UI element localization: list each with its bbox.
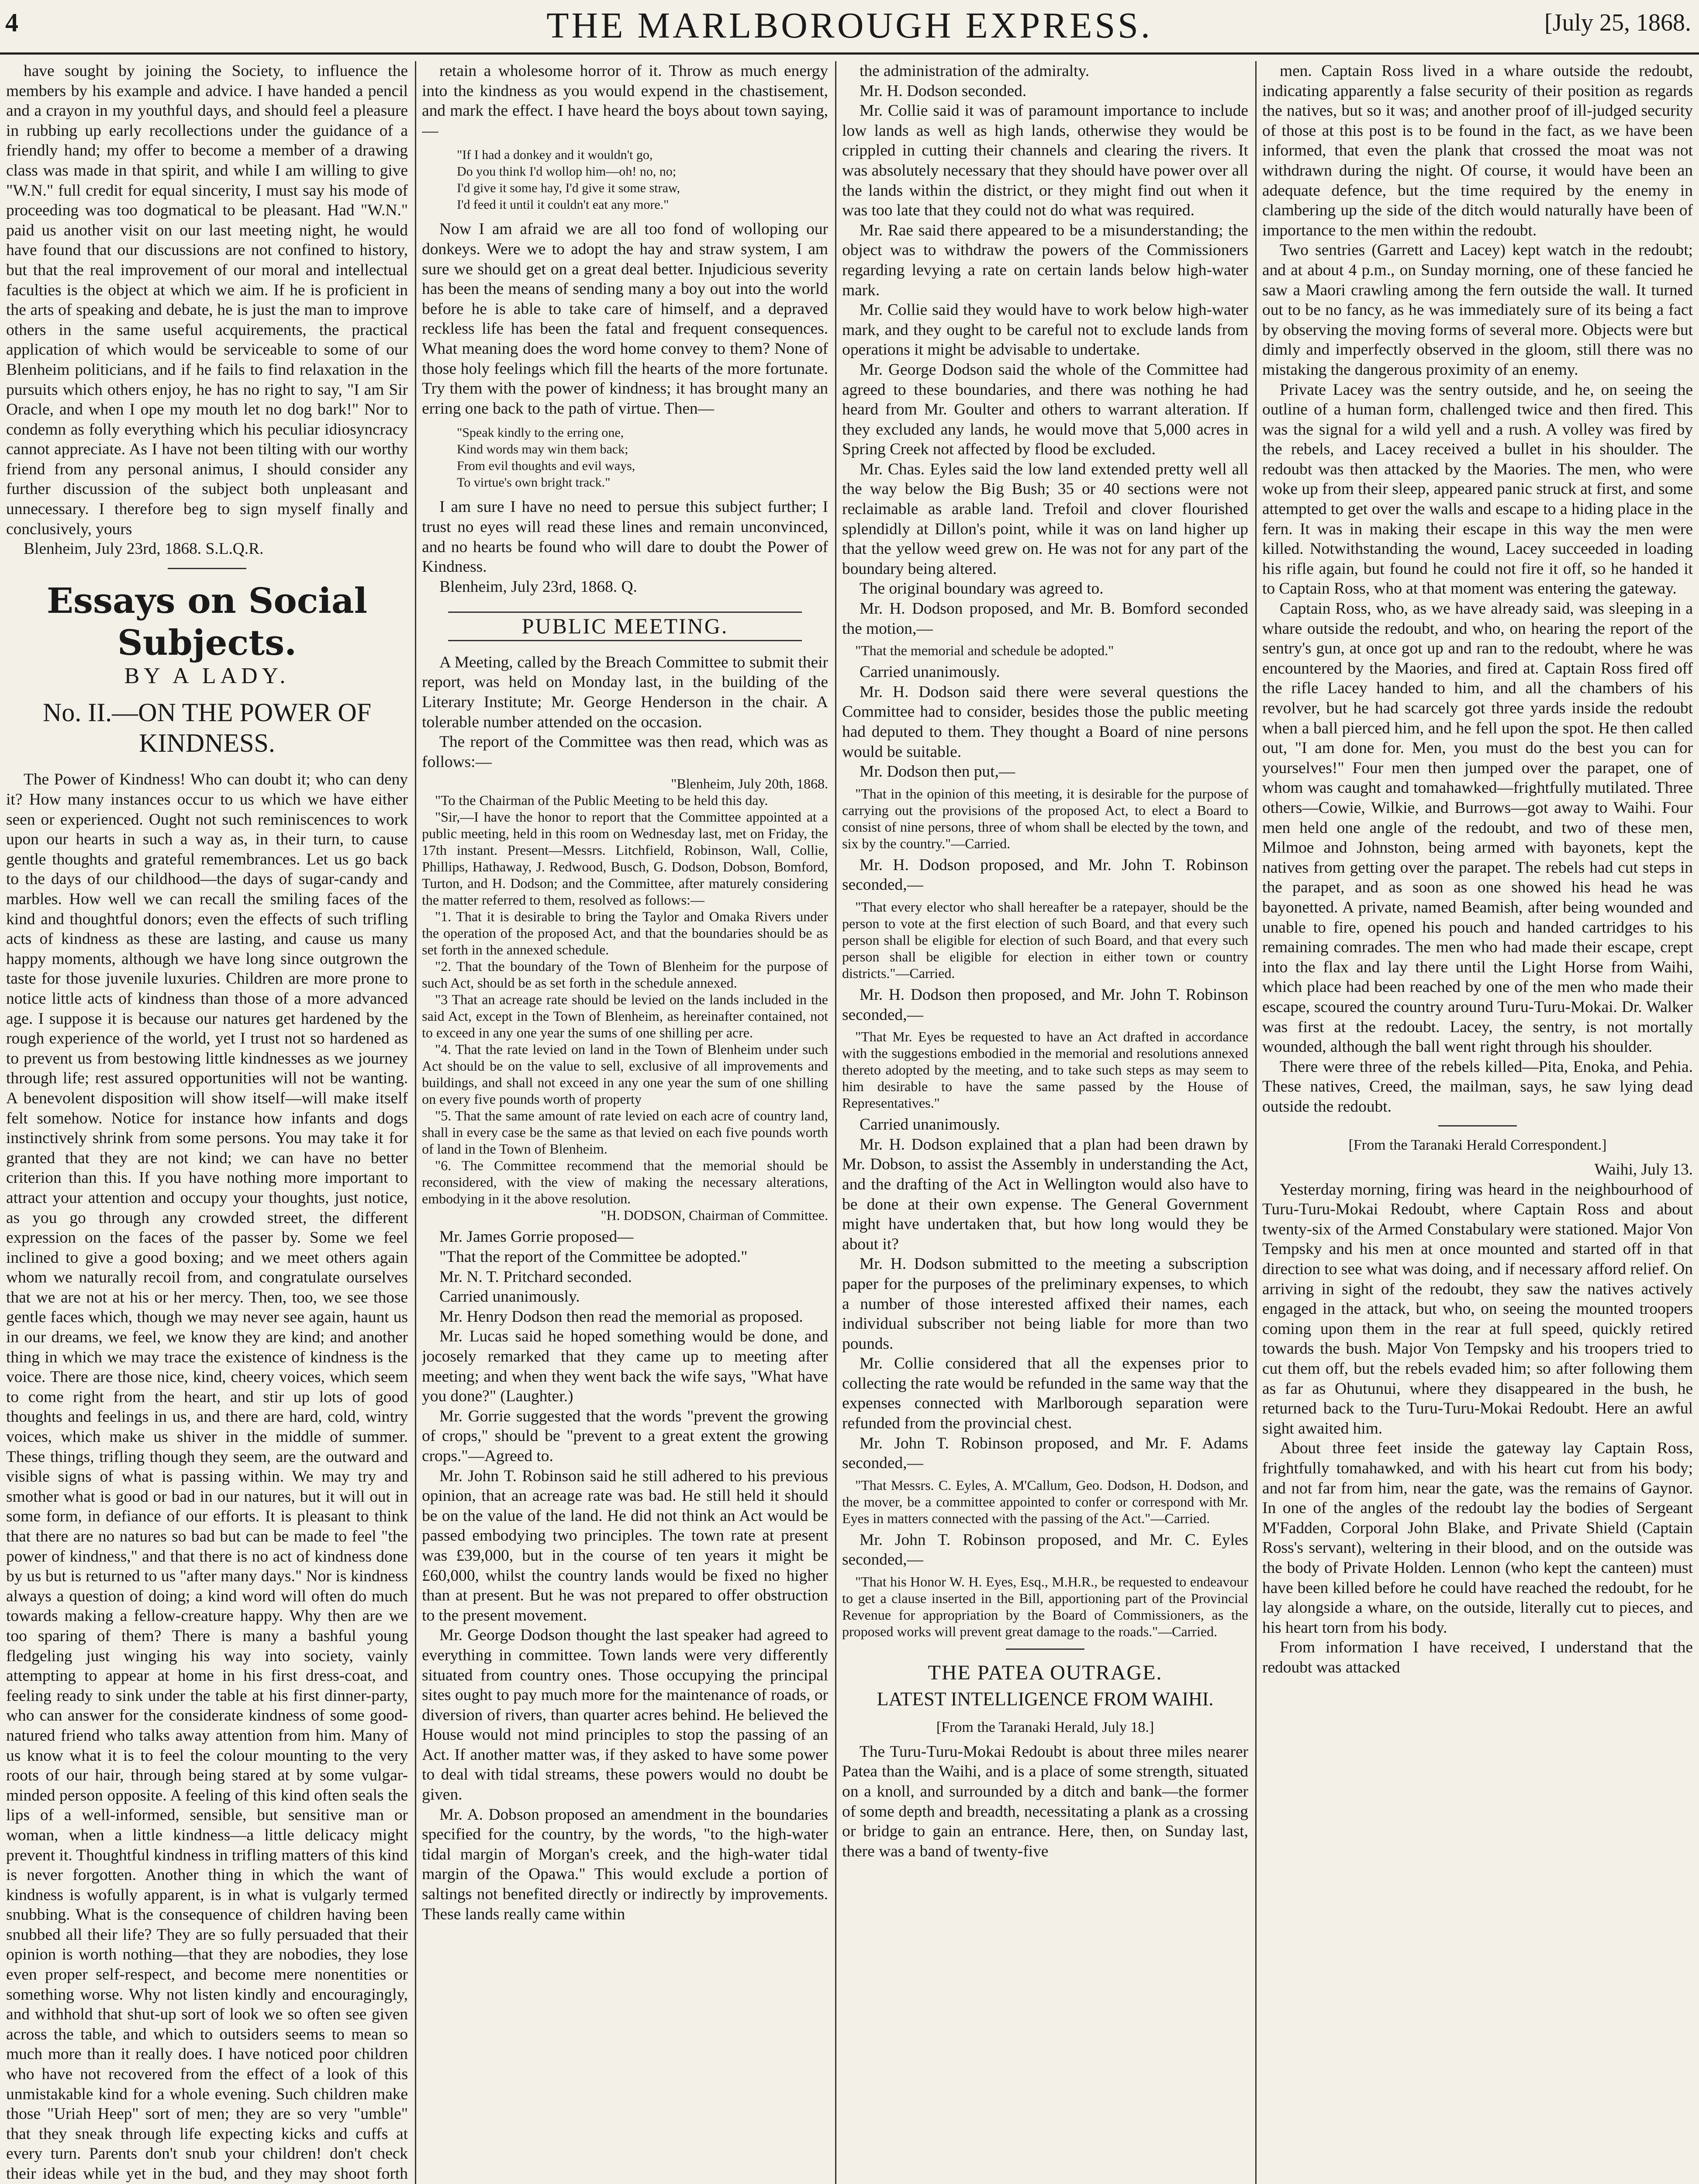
- report-paragraph: "1. That it is desirable to bring the Taylor and Omaka Rivers under the operation of the proposed Act, and that the boundaries should be as set forth in the annexed schedule.: [422, 909, 828, 958]
- meeting-paragraph: Mr. H. Dodson proposed, and Mr. B. Bomford seconded the motion,—: [842, 600, 1248, 638]
- verse-line: "If I had a donkey and it wouldn't go,: [457, 148, 653, 162]
- patea-source: [From the Taranaki Herald, July 18.]: [936, 1719, 1154, 1736]
- patea-paragraph: The Turu-Turu-Mokai Redoubt is about three miles nearer Patea than the Waihi, and is a place of some strength, situated on a knoll, and surrounded by a ditch and bank—the former of some depth and breadth, necessitating a plank as a crossing or bridge to gain an entrance. Here, then, on Sunday last, there was a band of twenty-five: [842, 1742, 1248, 1860]
- resolution-text: "That Mr. Eyes be requested to have an Act drafted in accordance with the suggestions embodied in the memorial and resolutions annexed thereto adopted by the meeting, and to take such steps as may seem to him desirable to have the same passed by the House of Representatives.": [842, 1029, 1248, 1111]
- report-paragraph: "5. That the same amount of rate levied on each acre of country land, shall in every case be the same as that levied on each five pounds worth of land in the Town of Blenheim.: [422, 1108, 828, 1157]
- resolution-text: "That every elector who shall hereafter be a ratepayer, should be the person to vote at the first election of such Board, and that every such person shall be eligible for election of such Board, and that every such person shall be eligible for election in either town or country districts."—Carried.: [842, 898, 1248, 981]
- meeting-paragraph: Carried unanimously.: [860, 663, 1000, 681]
- patea-paragraph: Private Lacey was the sentry outside, and he, on seeing the outline of a human form, challenged twice and then fired. This was the signal for a wild yell and a rush. A volley was fired by the rebels, and Lacey received a bullet in his shoulder. The redoubt was then attacked by the Maories. The men, who were woke up from their sleep, appeared panic struck at first, and some attempted to get over the walls and escape to a hiding place in the fern. It was in making their escape in this way the men were killed. Notwithstanding the wound, Lacey succeeded in loading his rifle again, but found he could not fire it off, so he handed it to Captain Ross, who at that moment was entering the gateway.: [1262, 380, 1693, 598]
- column-rule: [415, 61, 416, 2184]
- essay-verse-1: [457, 147, 828, 213]
- meeting-paragraph: Mr. Rae said there appeared to be a misunderstanding; the object was to withdraw the powers of the Commissioners regarding levying a rate on certain lands below high-water mark.: [842, 221, 1248, 299]
- essay-verse-2: [457, 425, 828, 491]
- page-number: 4: [5, 8, 18, 37]
- meeting-paragraph: Mr. George Dodson thought the last speaker had agreed to everything in committee. Town lands were very differently situated from country ones. Those occupying the principal sites ought to pay much more for the maintenance of roads, or diversion of rivers, than quarter acres behind. He believed the House would not mind principles to stop the passing of an Act. If another matter was, if they asked to have some power to deal with tidal streams, these powers would no doubt be given.: [422, 1626, 828, 1804]
- meeting-paragraph: Mr. John T. Robinson proposed, and Mr. F. Adams seconded,—: [842, 1434, 1248, 1472]
- resolution-quote: [842, 1573, 1248, 1640]
- report-date: "Blenheim, July 20th, 1868.: [671, 776, 828, 792]
- meeting-paragraph: Carried unanimously.: [439, 1288, 580, 1306]
- meeting-paragraph: Mr. Gorrie suggested that the words "prevent the growing of crops," should be "prevent to a great extent the growing crops."—Agreed to.: [422, 1407, 828, 1465]
- meeting-paragraph: The report of the Committee was then read, which was as follows:—: [422, 733, 828, 771]
- resolution-quote: [842, 785, 1248, 852]
- meeting-paragraph: Mr. H. Dodson proposed, and Mr. John T. Robinson seconded,—: [842, 856, 1248, 894]
- divider: [1438, 1125, 1517, 1127]
- masthead: [0, 0, 1699, 55]
- resolution-text: "That his Honor W. H. Eyes, Esq., M.H.R., be requested to endeavour to get a clause inserted in the Bill, apportioning part of the Provincial Revenue for appropriation by the Board of Commissioners, as the proposed works will prevent great damage to the roads."—Carried.: [842, 1574, 1248, 1640]
- correspondent-source: [From the Taranaki Herald Correspondent.]: [1348, 1137, 1607, 1154]
- letter-body: have sought by joining the Society, to influence the members by his example and advice. I have handed a pencil and a crayon in my youthful days, and should feel a pleasure in rubbing up early recollections under the guidance of a friendly hand; my offer to become a member of a drawing class was made in that spirit, and while I am willing to give "W.N." full credit for equal sincerity, I must say his mode of proceeding was too dogmatical to be pleasant. Had "W.N." paid us another visit on our last meeting night, he would have found that our discussions are not confined to history, but that the real improvement of our moral and intellectual faculties is the object at which we aim. If he is proficient in the arts of speaking and debate, he is just the man to improve others in the same useful acquirements, the practical application of which would be serviceable to some of our Blenheim politicians, and if he fails to find relaxation in the pursuits which others enjoy, he has no right to say, "I am Sir Oracle, and when I ope my mouth let no dog bark!" Nor to condemn as folly everything which his peculiar idiosyncracy cannot appreciate. As I have not been tilting with our worthy friend from any personal animus, I should consider any further discussion of the subject both unpleasant and unnecessary. I therefore beg to sign myself finally and conclusively, yours: [6, 62, 408, 538]
- report-paragraph: "6. The Committee recommend that the memorial should be reconsidered, with the view of making the necessary alterations, embodying in it the above resolution.: [422, 1158, 828, 1207]
- meeting-paragraph: Mr. Collie said they would have to work below high-water mark, and they ought to be careful not to exclude lands from operations it might be advisable to undertake.: [842, 301, 1248, 359]
- resolution-text: "That the memorial and schedule be adopted.": [855, 643, 1114, 659]
- verse-line: Do you think I'd wollop him—oh! no, no;: [457, 164, 677, 179]
- meeting-paragraph: Mr. H. Dodson said there were several questions the Committee had to consider, besides those the public meeting had deputed to them. They thought a Board of nine persons would be suitable.: [842, 683, 1248, 761]
- patea-paragraph: Captain Ross, who, as we have already said, was sleeping in a whare outside the redoubt, and who, on hearing the report of the sentry's gun, at once got up and ran to the redoubt, where he was encountered by the Maories, and fired at. Captain Ross fired off the rifle Lacey handed to him, and all the chambers of his revolver, but he had scarcely got three yards inside the redoubt when a ball pierced him, and he fell upon the spot. He then called out, "I am done for. Men, you must do the best you can for yourselves!" Four men then jumped over the parapet, one of whom was caught and tomahawked—frightfully mutilated. Three others—Cowie, Wilkie, and Burrows—got away to Waihi. Four men held one angle of the redoubt, and two of these men, Milmoe and Johnston, being armed with bayonets, kept the natives from getting over the parapet. The rebels had cut steps in the parapet, and as soon as one showed his head he was bayonetted. A private, named Beamish, after being wounded and unable to fire, opened his pouch and handed cartridges to his remaining comrades. The men who had made their escape, crept into the flax and lay there until the Light Horse from Waihi, which place had been reached by one of the men who made their escape, scoured the country around Turu-Turu-Mokai. Dr. Walker was first at the redoubt. Lacey, the sentry, is not mortally wounded, although the ball went right through his shoulder.: [1262, 600, 1693, 1056]
- verse-line: From evil thoughts and evil ways,: [457, 459, 635, 473]
- meeting-paragraph: Mr. Henry Dodson then read the memorial as proposed.: [439, 1307, 803, 1326]
- patea-subheadline: LATEST INTELLIGENCE FROM WAIHI.: [877, 1688, 1214, 1710]
- meeting-paragraph: A Meeting, called by the Breach Committee to submit their report, was held on Monday last, in the building of the Literary Institute; Mr. George Henderson in the chair. A tolerable number attended on the occasion.: [422, 653, 828, 731]
- essay-paragraph: Now I am afraid we are all too fond of wolloping our donkeys. Were we to adopt the hay and straw system, I am sure we should get on a great deal better. Injudicious severity has been the means of sending many a boy out into the world before he is able to take care of himself, and a depraved reckless life has been the fatal and frequent consequences. What meaning does the word home convey to them? None of those holy feelings which fill the hearts of the more fortunate. Try them with the power of kindness; it has brought many an erring one back to the path of virtue. Then—: [422, 220, 828, 418]
- meeting-paragraph: Mr. H. Dodson seconded.: [860, 82, 1027, 100]
- correspondent-paragraph: Yesterday morning, firing was heard in the neighbourhood of Turu-Turu-Mokai Redoubt, where Captain Ross and about twenty-six of the Armed Constabulary were stationed. Major Von Tempsky and his men at once mounted and started off in that direction to see what was doing, and if necessary afford relief. On arriving in sight of the redoubt, they saw the natives actively engaged in the attack, but who, on seeing the mounted troopers coming upon them in the rear at full speed, quickly retired towards the bush. Major Von Tempsky and his troopers tried to cut them off, but the rebels evaded him; so after following them as far as Ohutunui, where they disappeared in the bush, he returned back to the Turu-Turu-Mokai Redoubt. Here an awful sight awaited him.: [1262, 1180, 1693, 1438]
- essay-series-title: Essays on Social Subjects.: [46, 580, 368, 663]
- meeting-paragraph: Mr. H. Dodson submitted to the meeting a subscription paper for the purposes of the preliminary expenses, to which a number of those interested affixed their names, each individual subscriber not being liable for more than two pounds.: [842, 1255, 1248, 1353]
- essay-subtitle: No. II.—ON THE POWER OF KINDNESS.: [42, 698, 372, 758]
- verse-line: I'd feed it until it couldn't eat any more.": [457, 197, 669, 212]
- meeting-paragraph: Mr. Collie considered that all the expenses prior to collecting the rate would be refunded in the same way that the expenses connected with Marlborough separation were refunded from the provincial chest.: [842, 1355, 1248, 1433]
- meeting-paragraph: Carried unanimously.: [860, 1116, 1000, 1134]
- column-rule: [835, 61, 836, 2184]
- issue-date: [July 25, 1868.: [1544, 9, 1691, 36]
- verse-line: To virtue's own bright track.": [457, 475, 611, 490]
- column-4: [1262, 61, 1693, 2184]
- essay-paragraph: I am sure I have no need to persue this subject further; I trust no eyes will read these lines and remain unconvinced, and no hearts be found who will dare to doubt the Power of Kindness.: [422, 498, 828, 576]
- meeting-paragraph: Mr. N. T. Pritchard seconded.: [439, 1268, 632, 1286]
- meeting-paragraph: The original boundary was agreed to.: [860, 580, 1104, 598]
- report-address: "To the Chairman of the Public Meeting to be held this day.: [435, 792, 768, 809]
- essay-signoff: Blenheim, July 23rd, 1868. Q.: [439, 577, 637, 596]
- resolution-quote: [842, 1477, 1248, 1527]
- meeting-paragraph: Mr. John T. Robinson proposed, and Mr. C. Eyles seconded,—: [842, 1531, 1248, 1569]
- meeting-paragraph: "That the report of the Committee be adopted.": [439, 1248, 748, 1266]
- meeting-paragraph: Mr. Lucas said he hoped something would be done, and jocosely remarked that they came up to meeting after meeting; and when they went back the wife says, "What have you done?" (Laughter.): [422, 1327, 828, 1406]
- verse-line: I'd give it some hay, I'd give it some straw,: [457, 181, 680, 196]
- patea-paragraph: Two sentries (Garrett and Lacey) kept watch in the redoubt; and at about 4 p.m., on Sunday morning, one of these fancied he saw a Maori crawling among the fern outside the wall. It turned out to be no fancy, as he was immediately sure of its being a fact by observing the moving forms of several more. Objects were but dimly and imperfectly observed in the gloom, still there was no mistaking the dangerous proximity of an enemy.: [1262, 241, 1693, 379]
- column-rule: [1255, 61, 1257, 2184]
- meeting-paragraph: Mr. Chas. Eyles said the low land extended pretty well all the way below the Big Bush; 35 or 40 sections were not reclaimable as arable land. Trefoil and clover flourished splendidly at Dillon's point, while it was on land higher up that the yellow weed grew on. He was not for any part of the boundary being altered.: [842, 460, 1248, 578]
- essay-paragraph: The Power of Kindness! Who can doubt it; who can deny it? How many instances occur to us which we have either seen or experienced. Ought not such reminiscences to work upon our hearts in such a way as, in their turn, to cause gentle thoughts and grateful remembrances. Let us go back to the days of our childhood—the days of sugar-candy and marbles. How well we can recall the smiling faces of the kind and thoughtful donors; even the effects of such trifling acts of kindness as these are lasting, and cause us many happy moments, although we have long since outgrown the taste for those juvenile luxuries. Children are more prone to notice little acts of kindness than those of a more advanced age. I suppose it is because our natures get hardened by the rough experience of the world, yet I trust not so hardened as to prevent us from bestowing little kindnesses as we journey through life; rest assured opportunities will not be wanting. A benevolent disposition will show itself—will make itself felt somehow. Notice for instance how infants and dogs instinctively shrink from some persons. You may take it for granted that they are not kind; we can have no better criterion than this. If you have nothing more important to attract your attention and occupy your thoughts, just notice, as you go through any crowded street, the different expression on the faces of the passer by. Some we feel inclined to give a good boxing; and we meet others again whom we naturally recoil from, and congratulate ourselves that we are not at his or her mercy. Then, too, we see those gentle faces which, though we may never see again, haunt us in our dreams, we feel, we know they are kind; and another thing in which we may trace the existence of kindness is the voice. There are those nice, kind, cheery voices, which seem to come right from the heart, and stir up lots of good thoughts and feelings in us, and there are hard, cold, wintry voices, which make us shiver in the middle of summer. These things, trifling though they seem, are the outward and visible signs of what is passing within. We may try and smother what is good or bad in our natures, but it will out in some form, in defiance of our efforts. It is pleasant to think that there are no natures so bad but can be made to feel "the power of kindness," and that there is no act of kindness done by us but is returned to us "after many days." Nor is kindness always a question of doing; a kind word will often do much towards making a fellow-creature happy. Why then are we too sparing of them? There is many a bashful young fledgeling just winging his way into society, vainly attempting to appear at home in his first dress-coat, and feeling ready to sink under the table at his first dinner-party, who can answer for the considerate kindness of some good-natured friend who talks away attention from him. Many of us know what it is to feel the colour mounting to the very roots of our hair, through being stared at by some vulgar-minded person opposite. A feeling of this kind often seals the lips of a well-informed, sensible, but sensitive man or woman, when a little kindness—a little delicacy might prevent it. Thoughtful kindness in trifling matters of this kind is never forgotten. Another thing in which the want of kindness is wofully apparent, is in what is vulgarly termed snubbing. What is the consequence of children having been snubbed all their life? They are so fully persuaded that their opinion is worth nothing—that they are nobodies, they lose even proper self-respect, and become mere nonentities or something worse. Why not listen kindly and encouragingly, and withhold that shut-up sort of look we so often see given across the table, and which to outsiders seems to mean so much more than it really does. I have noticed poor children who have not recovered from the effect of a look of this unmistakable kind for a whole evening. Such children make those "Uriah Heep" sort of men; they are so very "umble" that they sneak through life expecting kicks and cuffs at every turn. Parents don't snub your children! don't check their ideas while yet in the bud, and they may shoot forth: [6, 771, 408, 2183]
- resolution-quote: [842, 898, 1248, 981]
- report-paragraph: "Sir,—I have the honor to report that the Committee appointed at a public meeting, held in this room on Wednesday last, met on Friday, the 17th instant. Present—Messrs. Litchfield, Robinson, Wall, Collie, Phillips, Hathaway, J. Redwood, Busch, G. Dodson, Dobson, Bomford, Turton, and H. Dodson; and the Committee, after maturely considering the matter referred to them, resolved as follows:—: [422, 809, 828, 908]
- meeting-headline: PUBLIC MEETING.: [448, 612, 802, 641]
- resolution-quote: [842, 1028, 1248, 1111]
- correspondent-paragraph: About three feet inside the gateway lay Captain Ross, frightfully tomahawked, and with his heart cut from his body; and not far from him, near the gate, was the remains of Gaynor. In one of the angles of the redoubt lay the bodies of Sergeant M'Fadden, Corporal John Blake, and Private Shield (Captain Ross's servant), weltering in their blood, and on the outside was the body of Private Holden. Lennon (who kept the canteen) must have been killed before he could have reached the redoubt, for he lay alongside a whare, on the outside, literally cut to pieces, and his heart torn from his body.: [1262, 1439, 1693, 1637]
- report-paragraph: "4. That the rate levied on land in the Town of Blenheim under such Act should be on the value to sell, exclusive of all improvements and buildings, and shall not exceed in any one year the sum of one shilling on every five pounds worth of property: [422, 1041, 828, 1107]
- resolution-text: "That Messrs. C. Eyles, A. M'Callum, Geo. Dodson, H. Dodson, and the mover, be a committee appointed to confer or correspond with Mr. Eyes in matters connected with the passing of the Act."—Carried.: [842, 1477, 1248, 1526]
- column-3: [842, 61, 1248, 2184]
- essay-paragraph: retain a wholesome horror of it. Throw as much energy into the kindness as you would expend in the chastisement, and mark the effect. I have heard the boys about town saying,—: [422, 62, 828, 140]
- patea-paragraph: There were three of the rebels killed—Pita, Enoka, and Pehia. These natives, Creed, the mailman, says, he saw lying dead outside the redoubt.: [1262, 1057, 1693, 1116]
- divider: [1006, 1648, 1084, 1650]
- column-2: [422, 61, 828, 2184]
- divider: [168, 568, 246, 569]
- meeting-paragraph: Mr. A. Dobson proposed an amendment in the boundaries specified for the country, by the words, "to the high-water tidal margin of Morgan's creek, and the high-water tidal margin of the Opawa." This would exclude a portion of saltings not benefited directly or indirectly by improvements. These lands really came within: [422, 1805, 828, 1923]
- meeting-paragraph: Mr. John T. Robinson said he still adhered to his previous opinion, that an acreage rate was bad. He still held it should be on the value of the land. He did not think an Act would be passed embodying two principles. The town rate at present was £39,000, but in the course of ten years it might be £60,000, whilst the country lands would be fixed no higher than at present. But he was not prepared to offer obstruction to the present movement.: [422, 1467, 828, 1624]
- meeting-paragraph: Mr. H. Dodson explained that a plan had been drawn by Mr. Dobson, to assist the Assembly in understanding the Act, and the drafting of the Act in Wellington would also have to be done at their own expense. The General Government might have undertaken that, but how long would they be about it?: [842, 1135, 1248, 1253]
- report-signature: "H. DODSON, Chairman of Committee.: [601, 1207, 828, 1223]
- column-1: [6, 61, 408, 2184]
- resolution-text: "That in the opinion of this meeting, it is desirable for the purpose of carrying out the provisions of the proposed Act, to elect a Board to consist of nine persons, three of whom shall be elected by the town, and six by the country."—Carried.: [842, 785, 1248, 851]
- meeting-paragraph: Mr. H. Dodson then proposed, and Mr. John T. Robinson seconded,—: [842, 985, 1248, 1024]
- meeting-paragraph: Mr. James Gorrie proposed—: [439, 1228, 634, 1246]
- correspondent-dateline: Waihi, July 13.: [1594, 1161, 1693, 1179]
- correspondent-paragraph: From information I have received, I understand that the redoubt was attacked: [1262, 1638, 1693, 1676]
- resolution-quote: [842, 642, 1248, 659]
- paper-title: THE MARLBOROUGH EXPRESS.: [546, 5, 1153, 46]
- meeting-paragraph: Mr. Dodson then put,—: [860, 763, 1015, 781]
- patea-headline: THE PATEA OUTRAGE.: [928, 1661, 1163, 1685]
- meeting-paragraph: Mr. George Dodson said the whole of the Committee had agreed to these boundaries, and there was nothing he had heard from Mr. Goulter and others to warrant alteration. If they excluded any lands, he would move that 5,000 acres in Spring Creek not affected by flood be excluded.: [842, 360, 1248, 459]
- verse-line: "Speak kindly to the erring one,: [457, 425, 624, 440]
- essay-byline: BY A LADY.: [124, 663, 290, 688]
- verse-line: Kind words may win them back;: [457, 442, 628, 457]
- letter-signoff: Blenheim, July 23rd, 1868. S.L.Q.R.: [24, 540, 264, 558]
- meeting-paragraph: the administration of the admiralty.: [860, 62, 1090, 80]
- patea-paragraph: men. Captain Ross lived in a whare outside the redoubt, indicating apparently a false security of their position as regards the natives, but so it was; and another proof of ill-judged security of those at this post is to be found in the fact, as we have been informed, that even the plank that crossed the moat was not withdrawn during the night. Of course, it would have been an adequate defence, but the time required by the enemy in clambering up the side of the ditch would naturally have been of importance to the men within the redoubt.: [1262, 62, 1693, 239]
- meeting-paragraph: Mr. Collie said it was of paramount importance to include low lands as well as high lands, otherwise they would be crippled in cutting their channels and clearing the rivers. It was absolutely necessary that they should have power over all the lands within the district, or they might find out when it was too late that they could not do what was required.: [842, 102, 1248, 220]
- report-paragraph: "3 That an acreage rate should be levied on the lands included in the said Act, except in the Town of Blenheim, as hereinafter contained, not to exceed in any one year the sums of one shilling per acre.: [422, 992, 828, 1041]
- report-paragraph: "2. That the boundary of the Town of Blenheim for the purpose of such Act, should be as set forth in the schedule annexed.: [422, 958, 828, 991]
- committee-report: [422, 775, 828, 1223]
